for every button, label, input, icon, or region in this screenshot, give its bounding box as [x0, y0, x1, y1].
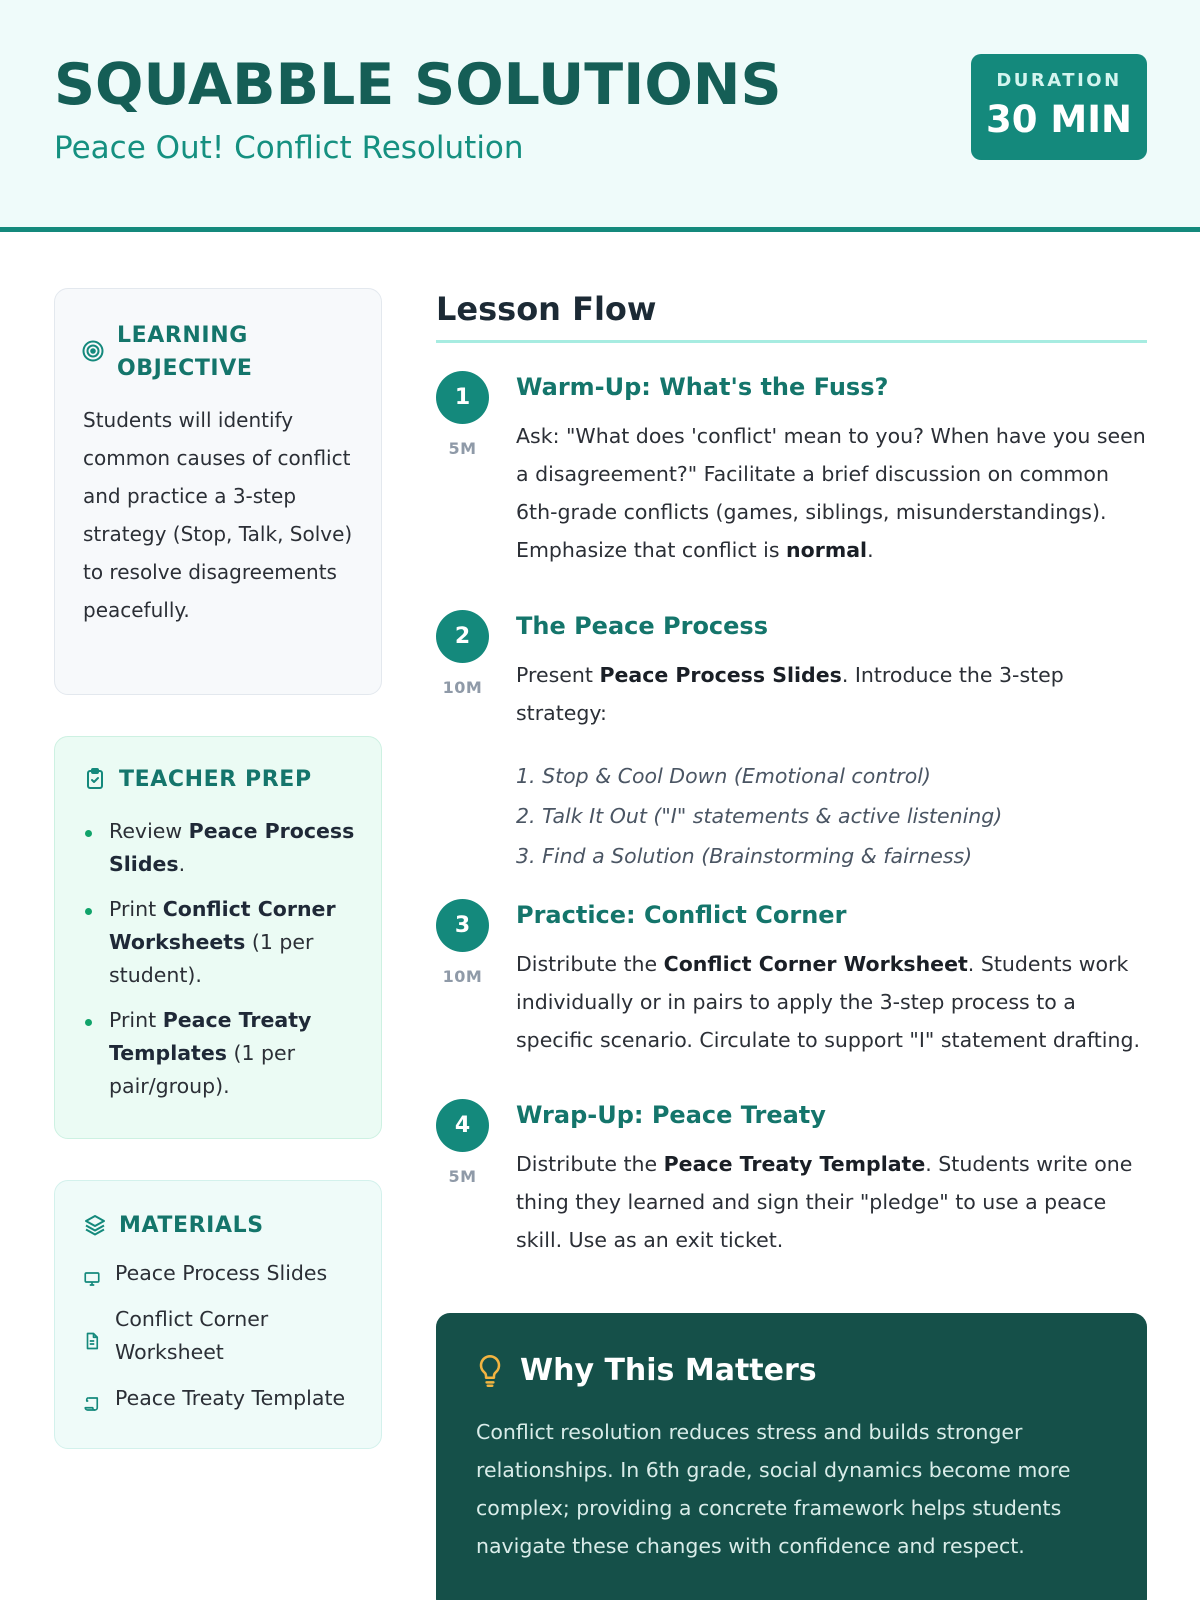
page-subtitle: Peace Out! Conflict Resolution	[54, 130, 524, 166]
why-this-matters-panel	[436, 1313, 1147, 1600]
step-number: 1	[436, 371, 489, 424]
list-item: Print Conflict Corner Worksheets (1 per student).	[83, 893, 363, 992]
lesson-flow-divider	[436, 340, 1147, 343]
step-body: Ask: "What does 'conflict' mean to you? When have you seen a disagreement?" Facilitate a brief discussion on common 6th-grade conflicts (games, siblings, misunderstandings). Emphasize that conflict is normal.	[516, 424, 1146, 562]
lightbulb-icon	[476, 1354, 504, 1388]
why-this-matters-header	[476, 1353, 817, 1388]
teacher-prep-header	[83, 763, 312, 796]
learning-objective-card	[54, 288, 382, 695]
step-title: Practice: Conflict Corner	[516, 901, 847, 929]
material-item-treaty: Peace Treaty Template	[83, 1382, 373, 1415]
scroll-icon	[83, 1390, 101, 1408]
step-time: 5M	[448, 1167, 477, 1186]
learning-objective-text: Students will identify common causes of conflict and practice a 3-step strategy (Stop, Talk, Solve) to resolve disagreements peacefully.	[83, 408, 353, 622]
monitor-icon	[83, 1265, 101, 1283]
step-time: 10M	[442, 678, 483, 697]
list-item: 1. Stop & Cool Down (Emotional control)	[516, 764, 931, 788]
list-item: 3. Find a Solution (Brainstorming & fairness)	[516, 844, 973, 868]
materials-header	[83, 1209, 264, 1242]
materials-list	[83, 1257, 373, 1428]
duration-badge	[971, 54, 1147, 160]
why-this-matters-heading: Why This Matters	[520, 1353, 817, 1388]
duration-value: 30 MIN	[986, 98, 1132, 141]
list-item: 2. Talk It Out ("I" statements & active listening)	[516, 804, 1003, 828]
page-header	[0, 0, 1200, 232]
why-this-matters-text: Conflict resolution reduces stress and builds stronger relationships. In 6th grade, social dynamics become more complex; providing a concrete framework helps students navigate these changes with confidence and respect.	[476, 1420, 1071, 1558]
list-item: Print Peace Treaty Templates (1 per pair/group).	[83, 1004, 363, 1103]
teacher-prep-heading: TEACHER PREP	[119, 767, 312, 792]
layers-icon	[83, 1213, 107, 1237]
list-item: Review Peace Process Slides.	[83, 815, 363, 881]
step-number: 4	[436, 1099, 489, 1152]
page-title: SQUABBLE SOLUTIONS	[54, 52, 782, 118]
step-number: 2	[436, 610, 489, 663]
learning-objective-header	[81, 319, 277, 385]
teacher-prep-card	[54, 736, 382, 1139]
teacher-prep-list	[83, 815, 363, 1115]
step-number: 3	[436, 899, 489, 952]
lesson-flow-heading: Lesson Flow	[436, 290, 657, 328]
file-text-icon	[83, 1327, 101, 1345]
step-title: Warm-Up: What's the Fuss?	[516, 373, 889, 401]
material-item-worksheet: Conflict Corner Worksheet	[83, 1303, 373, 1369]
duration-label: DURATION	[996, 70, 1122, 91]
step-body: Distribute the Conflict Corner Worksheet. Students work individually or in pairs to apply the 3-step process to a specific scenario. Circulate to support "I" statement drafting.	[516, 952, 1141, 1052]
target-icon	[81, 339, 105, 363]
step-title: The Peace Process	[516, 612, 768, 640]
step-body: Present Peace Process Slides. Introduce the 3-step strategy:	[516, 663, 1064, 725]
step-time: 5M	[448, 439, 477, 458]
step-body: Distribute the Peace Treaty Template. Students write one thing they learned and sign their "pledge" to use a peace skill. Use as an exit ticket.	[516, 1152, 1133, 1252]
materials-heading: MATERIALS	[119, 1213, 264, 1238]
clipboard-check-icon	[83, 767, 107, 791]
learning-objective-heading: LEARNING OBJECTIVE	[117, 323, 253, 381]
materials-card	[54, 1180, 382, 1449]
material-item-slides: Peace Process Slides	[83, 1257, 373, 1290]
step-title: Wrap-Up: Peace Treaty	[516, 1101, 826, 1129]
strategy-list	[516, 756, 1146, 876]
step-time: 10M	[442, 967, 483, 986]
